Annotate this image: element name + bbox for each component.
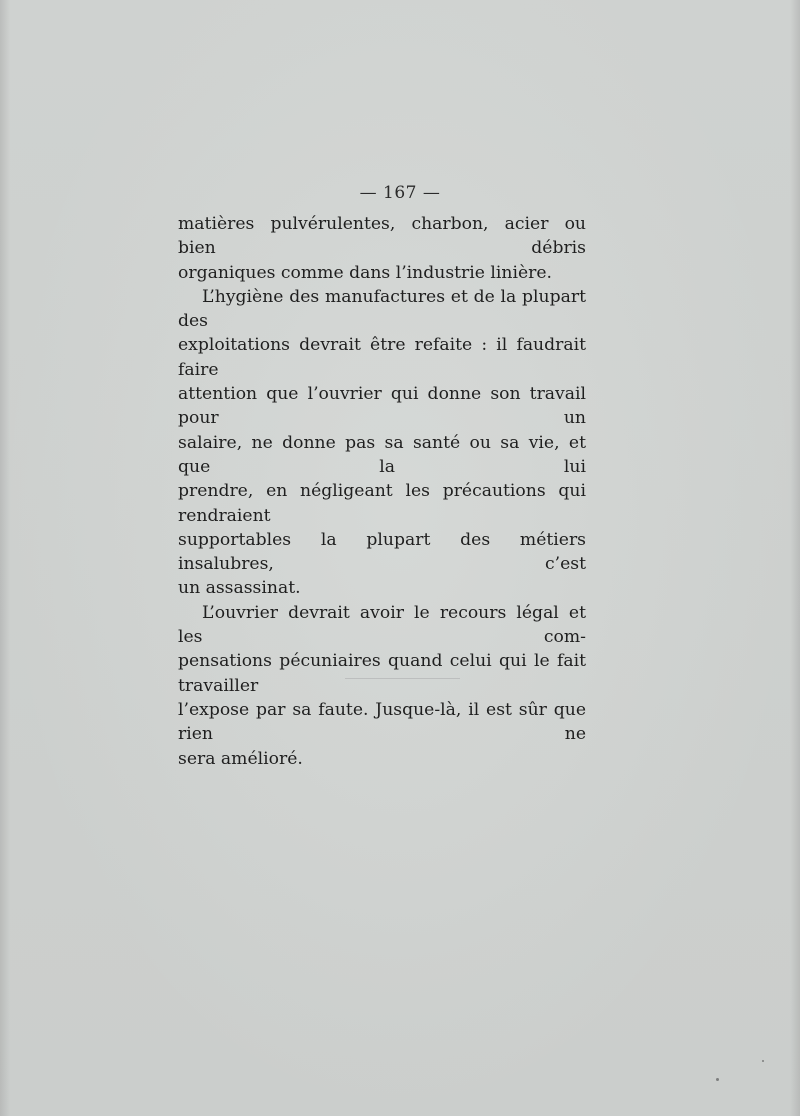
paragraph-3-line-2: pensations pécuniaires quand celui qui le fait travailler (178, 651, 586, 696)
paragraph-3-line-3: l’expose par sa faute. Jusque-là, il est sûr que rien ne (178, 699, 586, 745)
paragraph-2-line-3: attention que l’ouvrier qui donne son travail pour un (178, 384, 586, 429)
page-number: — 167 — (359, 183, 441, 203)
paragraph-1-line-1: matières pulvérulentes, charbon, acier ou bien débris (178, 214, 586, 259)
page-edge-left (0, 0, 10, 1116)
paper-speck (716, 1078, 719, 1081)
paragraph-2-line-4: salaire, ne donne pas sa santé ou sa vie, et que la lui (178, 432, 586, 477)
paragraph-3-line-4: sera amélioré. (178, 748, 303, 769)
paper-speck (762, 1060, 764, 1062)
body-text (178, 212, 586, 771)
paragraph-2-line-6: supportables la plupart des métiers insalubres, c’est (178, 529, 586, 575)
paragraph-2-line-5: prendre, en négligeant les précautions qui rendraient (178, 481, 586, 526)
paragraph-2-line-2: exploitations devrait être refaite : il faudrait faire (178, 335, 586, 380)
paragraph-3-line-1: L’ouvrier devrait avoir le recours légal et les com- (178, 602, 586, 648)
paragraph-2-line-7: un assassinat. (178, 578, 301, 599)
paragraph-1-line-2: organiques comme dans l’industrie linière. (178, 262, 552, 283)
paragraph-2-line-1: L’hygiène des manufactures et de la plupart des (178, 286, 586, 332)
page-edge-right (790, 0, 800, 1116)
